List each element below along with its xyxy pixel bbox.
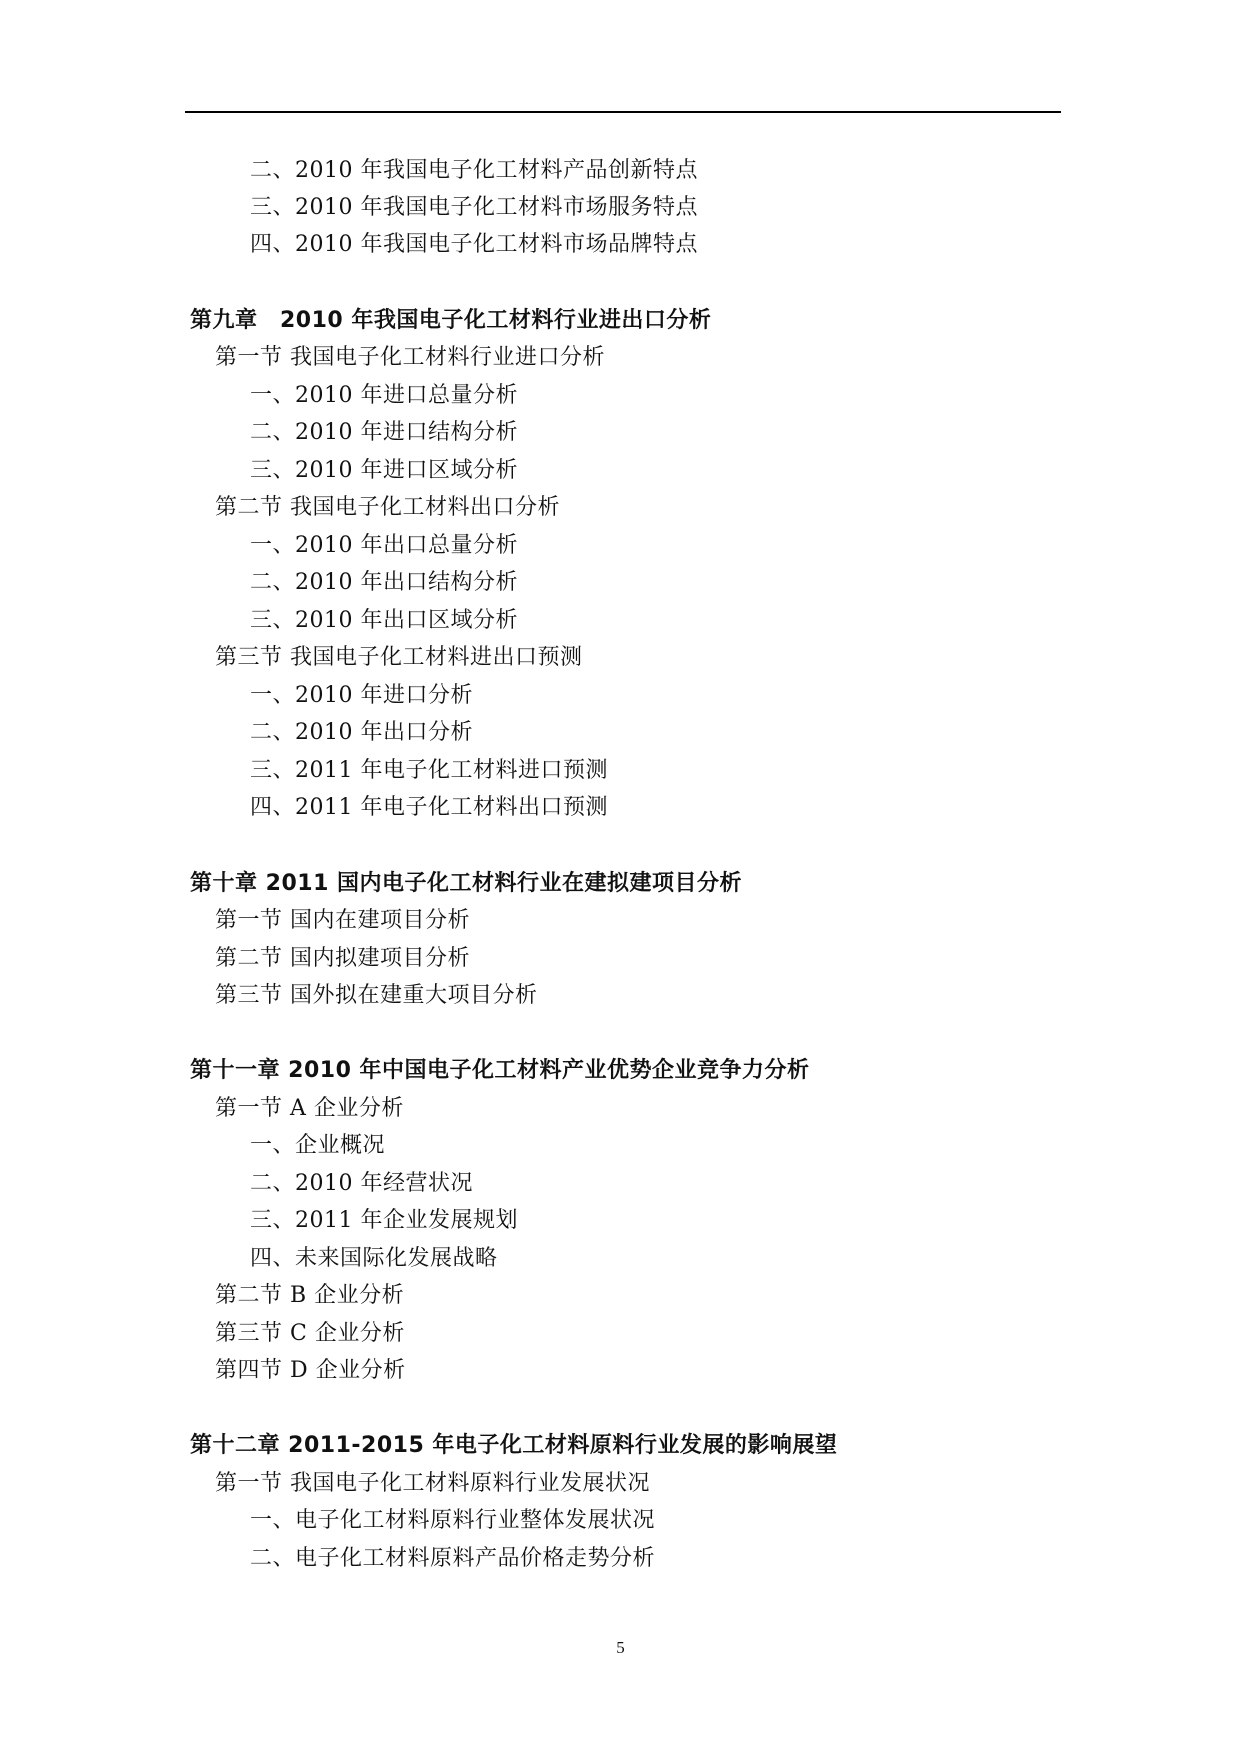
toc-item: 二、2010 年经营状况 bbox=[250, 1171, 473, 1196]
toc-item: 一、2010 年出口总量分析 bbox=[250, 533, 518, 558]
toc-item: 二、2010 年出口分析 bbox=[250, 720, 473, 745]
toc-item: 四、未来国际化发展战略 bbox=[250, 1246, 498, 1271]
toc-item: 四、2011 年电子化工材料出口预测 bbox=[250, 795, 608, 820]
toc-item: 三、2010 年我国电子化工材料市场服务特点 bbox=[250, 195, 698, 220]
toc-item: 二、电子化工材料原料产品价格走势分析 bbox=[250, 1546, 656, 1571]
toc-item: 二、2010 年我国电子化工材料产品创新特点 bbox=[250, 158, 698, 183]
toc-section: 第二节 我国电子化工材料出口分析 bbox=[215, 495, 560, 520]
toc-chapter-heading: 第十二章 2011-2015 年电子化工材料原料行业发展的影响展望 bbox=[190, 1433, 838, 1458]
toc-section: 第二节 国内拟建项目分析 bbox=[215, 946, 470, 971]
page-number: 5 bbox=[616, 1638, 625, 1657]
toc-item: 一、电子化工材料原料行业整体发展状况 bbox=[250, 1508, 656, 1533]
toc-section: 第三节 C 企业分析 bbox=[215, 1321, 405, 1346]
toc-item: 三、2010 年出口区域分析 bbox=[250, 608, 518, 633]
toc-item: 三、2010 年进口区域分析 bbox=[250, 458, 518, 483]
toc-section: 第三节 我国电子化工材料进出口预测 bbox=[215, 645, 583, 670]
toc-chapter-heading: 第九章 2010 年我国电子化工材料行业进出口分析 bbox=[190, 308, 712, 333]
toc-section: 第一节 A 企业分析 bbox=[215, 1096, 404, 1121]
toc-section: 第一节 国内在建项目分析 bbox=[215, 908, 470, 933]
toc-item: 二、2010 年出口结构分析 bbox=[250, 570, 518, 595]
toc-item: 一、企业概况 bbox=[250, 1133, 386, 1158]
toc-section: 第三节 国外拟在建重大项目分析 bbox=[215, 983, 538, 1008]
toc-chapter-heading: 第十章 2011 国内电子化工材料行业在建拟建项目分析 bbox=[190, 871, 743, 896]
toc-item: 三、2011 年电子化工材料进口预测 bbox=[250, 758, 608, 783]
toc-section: 第一节 我国电子化工材料原料行业发展状况 bbox=[215, 1471, 650, 1496]
toc-item: 二、2010 年进口结构分析 bbox=[250, 420, 518, 445]
toc-section: 第一节 我国电子化工材料行业进口分析 bbox=[215, 345, 605, 370]
toc-item: 四、2010 年我国电子化工材料市场品牌特点 bbox=[250, 232, 698, 257]
toc-section: 第四节 D 企业分析 bbox=[215, 1358, 406, 1383]
toc-section: 第二节 B 企业分析 bbox=[215, 1283, 405, 1308]
toc-chapter-heading: 第十一章 2010 年中国电子化工材料产业优势企业竞争力分析 bbox=[190, 1058, 810, 1083]
toc-item: 三、2011 年企业发展规划 bbox=[250, 1208, 518, 1233]
toc-item: 一、2010 年进口分析 bbox=[250, 683, 473, 708]
toc-item: 一、2010 年进口总量分析 bbox=[250, 383, 518, 408]
